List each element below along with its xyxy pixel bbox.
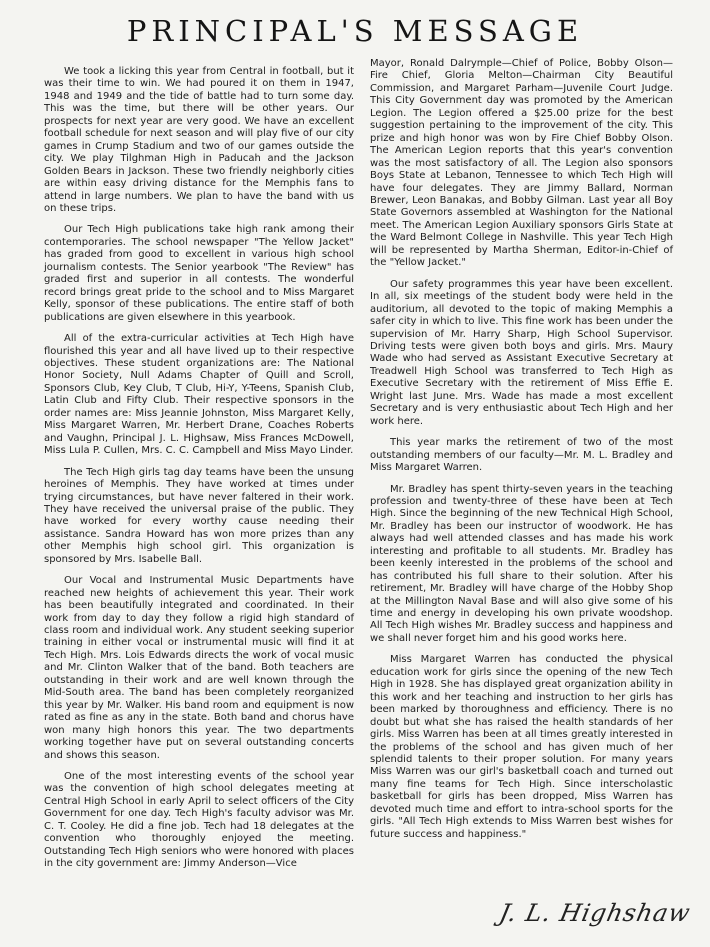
paragraph-bradley: Mr. Bradley has spent thirty-seven years in the teaching profession and twenty-three of these have been at Tech High. Since the beginning of the new Technical High School, Mr. Bradley has been our instructor of woodwork. He has always had well attended classes and has made his work interesting and profitable to all students. Mr. Bradley has been keenly interested in the problems of the school and has contributed his full share to their solution. After his retirement, Mr. Bradley will have charge of the Hobby Shop at the Millington Naval Base and will also give some of his time and energy in developing his own private woodshop. All Tech High wishes Mr. Bradley success and happiness and we shall never forget him and his good works here.	[370, 483, 673, 644]
paragraph-football: We took a licking this year from Central in football, but it was their time to win. We had poured it on them in 1947, 1948 and 1949 and the tide of battle had to turn some day. This was the time, but there will be other years. Our prospects for next year are very good. We have an excellent football schedule for next season and will play five of our city games in Crump Stadium and two of our games outside the city. We play Tilghman High in Paducah and the Jackson Golden Bears in Jackson. These two friendly neighborly cities are within easy driving distance for the Memphis fans to attend in large numbers. We plan to have the band with us on these trips.	[44, 66, 354, 214]
paragraph-warren: Miss Margaret Warren has conducted the physical education work for girls since the opening of the new Tech High in 1928. She has displayed great organization ability in this work and her teaching and instruction to her girls has been marked by thoroughness and efficiency. There is no doubt but what she has raised the health standards of her girls. Miss Warren has been at all times greatly interested in the problems of the school and has given much of her splendid talents to their proper solution. For many years Miss Warren was our girl's basketball coach and turned out many fine teams for Tech High. Since interscholastic basketball for girls has been dropped, Miss Warren has devoted much time and effort to intra-school sports for the girls. "All Tech High extends to Miss Warren best wishes for future success and happiness."	[370, 654, 673, 840]
paragraph-activities: All of the extra-curricular activities at Tech High have flourished this year and all have lived up to their respective objectives. These student organizations are: The National Honor Society, Null Adams Chapter of Quill and Scroll, Sponsors Club, Key Club, T Club, Hi-Y, Y-Teens, Spanish Club, Latin Club and Fifty Club. Their respective sponsors in the order names are: Miss Jeannie Johnston, Miss Margaret Kelly, Miss Margaret Warren, Mr. Herbert Drane, Coaches Roberts and Vaughn, Principal J. L. Highsaw, Miss Frances McDowell, Miss Lula P. Cullen, Mrs. C. C. Campbell and Miss Mayo Linder.	[44, 333, 354, 457]
paragraph-music: Our Vocal and Instrumental Music Departments have reached new heights of achievement this year. Their work has been beautifully integrated and coordinated. In their work from day to day they follow a rigid high standard of class room and individual work. Any student seeking superior training in either vocal or instrumental music will find it at Tech High. Mrs. Lois Edwards directs the work of vocal music and Mr. Clinton Walker that of the band. Both teachers are outstanding in their work and are well known through the Mid-South area. The band has been completely reorganized this year by Mr. Walker. His band room and equipment is now rated as fine as any in the state. Both band and chorus have won many high honors this year. The two departments working together have put on several outstanding concerts and shows this season.	[44, 575, 354, 761]
principal-signature: J. L. Highshaw	[497, 899, 694, 927]
page-title: PRINCIPAL'S MESSAGE	[126, 14, 584, 48]
paragraph-publications: Our Tech High publications take high rank among their contemporaries. The school newspaper "The Yellow Jacket" has graded from good to excellent in various high school journalism contests. The Senior yearbook "The Review" has graded first and superior in all contests. The wonderful record brings great pride to the school and to Miss Margaret Kelly, sponsor of these publications. The entire staff of both publications are given elsewhere in this yearbook.	[44, 224, 354, 323]
paragraph-tag-day: The Tech High girls tag day teams have been the unsung heroines of Memphis. They have worked at times under trying circumstances, but have never faltered in their work. They have received the universal praise of the public. They have worked for every worthy cause needing their assistance. Sandra Howard has won more prizes than any other Memphis high school girl. This organization is sponsored by Mrs. Isabelle Ball.	[44, 466, 354, 565]
paragraph-retirement: This year marks the retirement of two of the most outstanding members of our faculty—Mr. M. L. Bradley and Miss Margaret Warren.	[370, 437, 673, 474]
paragraph-safety: Our safety programmes this year have been excellent. In all, six meetings of the student body were held in the auditorium, all devoted to the topic of making Memphis a safer city in which to live. This fine work has been under the supervision of Mr. Harry Sharp, High School Supervisor. Driving tests were given both boys and girls. Mrs. Maury Wade who had served as Assistant Executive Secretary at Treadwell High School was transferred to Tech High as Executive Secretary with the retirement of Miss Effie E. Wright last June. Mrs. Wade has made a most excellent Secretary and is very enthusiastic about Tech High and her work here.	[370, 278, 673, 427]
paragraph-city-government: One of the most interesting events of the school year was the convention of high school delegates meeting at Central High School in early April to select officers of the City Government for one day. Tech High's faculty advisor was Mr. C. T. Cooley. He did a fine job. Tech had 18 delegates at the convention who thoroughly enjoyed the meeting. Outstanding Tech High seniors who were honored with places in the city government are: Jimmy Anderson—Vice	[44, 771, 354, 870]
right-column	[370, 58, 673, 850]
paragraph-city-government-cont: Mayor, Ronald Dalrymple—Chief of Police, Bobby Olson—Fire Chief, Gloria Melton—Chairman City Beautiful Commission, and Margaret Parham—Juvenile Court Judge. This City Government day was promoted by the American Legion. The Legion offered a $25.00 prize for the best suggestion pertaining to the improvement of the city. This prize and high honor was won by Fire Chief Bobby Olson. The American Legion reports that this year's convention was the most satisfactory of all. The Legion also sponsors Boys State at Lebanon, Tennessee to which Tech High will have four delegates. They are Jimmy Ballard, Norman Brewer, Leon Banakas, and Bobby Gilman. Last year all Boy State Governors assembled at Washington for the National meet. The American Legion Auxiliary sponsors Girls State at the Ward Belmont College in Nashville. This year Tech High will be represented by Martha Sherman, Editor-in-Chief of the "Yellow Jacket."	[370, 58, 673, 269]
left-column	[44, 66, 354, 880]
